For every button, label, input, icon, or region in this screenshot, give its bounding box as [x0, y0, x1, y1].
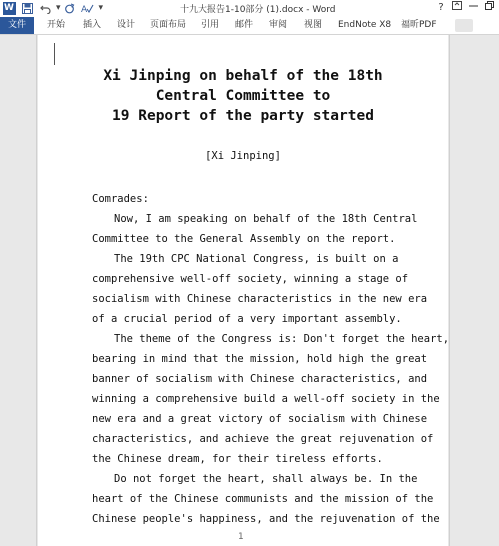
- window-title: 十九大报告1-10部分 (1).docx - Word: [180, 5, 336, 15]
- page-number: 1: [238, 532, 244, 542]
- tab-home[interactable]: 开始: [47, 20, 66, 30]
- body-line: banner of socialism with Chinese characteristics, and: [92, 373, 428, 385]
- body-line: Do not forget the heart, shall always be. In the: [114, 473, 418, 485]
- body-line: the Chinese dream, for their tireless efforts.: [92, 453, 383, 465]
- body-line: of a crucial period of a very important assembly.: [92, 313, 402, 325]
- page-edge-right: [449, 35, 450, 546]
- user-account-icon[interactable]: [455, 19, 473, 32]
- text-cursor: [54, 43, 55, 65]
- document-canvas: [0, 35, 499, 546]
- word-app-icon: [2, 1, 16, 15]
- spelling-icon[interactable]: [81, 1, 95, 15]
- tab-design[interactable]: 设计: [117, 20, 136, 30]
- heading-line-1: Xi Jinping on behalf of the 18th: [103, 68, 383, 84]
- tab-endnote[interactable]: EndNote X8: [338, 20, 392, 30]
- body-line: The 19th CPC National Congress, is built on a: [114, 253, 399, 265]
- body-line: new era and a great victory of socialism with Chinese: [92, 413, 428, 425]
- tab-view[interactable]: 视图: [304, 20, 323, 30]
- help-button[interactable]: ?: [438, 1, 444, 13]
- tab-foxit-pdf[interactable]: 福昕PDF: [401, 20, 437, 30]
- ribbon-tabs: [0, 17, 499, 35]
- heading-line-3: 19 Report of the party started: [112, 108, 374, 124]
- body-line: The theme of the Congress is: Don't forget the heart,: [114, 333, 450, 345]
- undo-icon[interactable]: [38, 1, 52, 15]
- tab-mailings[interactable]: 邮件: [235, 20, 254, 30]
- customize-toolbar-icon[interactable]: ▾: [98, 3, 104, 13]
- restore-icon[interactable]: [481, 1, 497, 13]
- minimize-icon[interactable]: [465, 1, 481, 13]
- body-line: bearing in mind that the mission, hold high the great: [92, 353, 428, 365]
- body-line: Comrades:: [92, 193, 149, 205]
- heading-line-2: Central Committee to: [155, 88, 331, 104]
- title-bar: [0, 0, 499, 17]
- author-byline: [Xi Jinping]: [205, 150, 281, 162]
- body-line: socialism with Chinese characteristics in the new era: [92, 293, 428, 305]
- body-line: characteristics, and achieve the great rejuvenation of: [92, 433, 434, 445]
- undo-dropdown-icon[interactable]: ▾: [56, 3, 61, 13]
- body-line: heart of the Chinese communists and the mission of the: [92, 493, 434, 505]
- save-icon[interactable]: [20, 1, 34, 15]
- window-controls: [433, 1, 497, 13]
- page-edge-left: [36, 35, 37, 546]
- tab-page-layout[interactable]: 页面布局: [150, 20, 187, 30]
- tab-references[interactable]: 引用: [201, 20, 220, 30]
- body-line: comprehensive well-off society, winning a stage of: [92, 273, 409, 285]
- body-line: winning a comprehensive build a well-off society in the: [92, 393, 440, 405]
- word-logo: W: [4, 3, 14, 13]
- redo-icon[interactable]: [63, 1, 77, 15]
- svg-text:A: A: [81, 4, 88, 14]
- body-line: Chinese people's happiness, and the rejuvenation of the: [92, 513, 440, 525]
- body-line: Committee to the General Assembly on the report.: [92, 233, 396, 245]
- quick-access-toolbar: [2, 1, 105, 15]
- ribbon-display-icon[interactable]: [449, 1, 465, 13]
- tab-review[interactable]: 审阅: [269, 20, 288, 30]
- tab-file[interactable]: 文件: [0, 17, 34, 34]
- body-line: Now, I am speaking on behalf of the 18th Central: [114, 213, 418, 225]
- tab-insert[interactable]: 插入: [83, 20, 102, 30]
